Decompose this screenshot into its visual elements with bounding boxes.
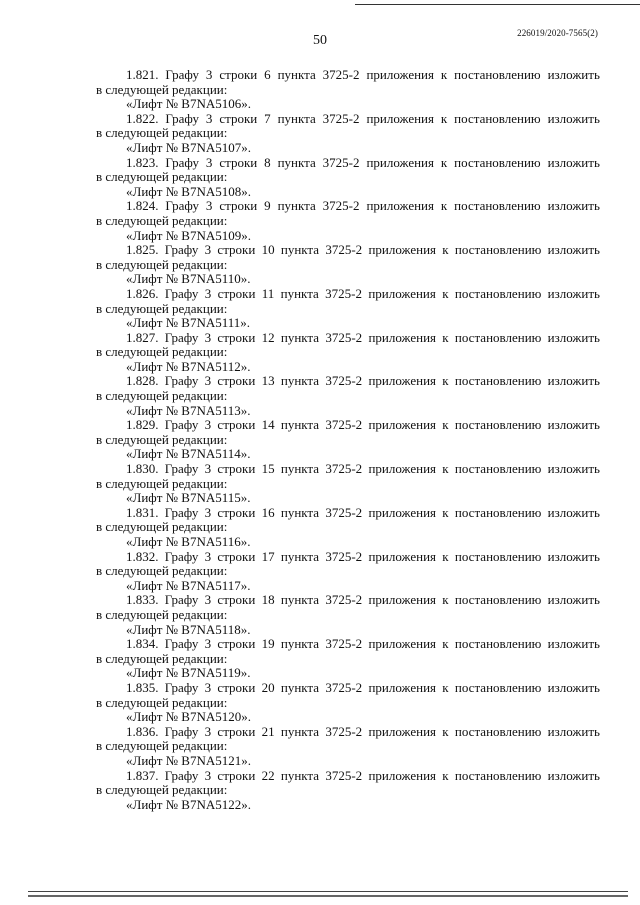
item-word: 3725-2 [322,198,360,214]
item-word: постановлению [454,198,541,214]
item-word: Графу [164,592,199,608]
item-word: постановлению [454,723,542,739]
item-number: 1.829. [126,417,159,433]
item-continuation: в следующей редакции: [96,169,228,185]
item-word: 3725-2 [325,723,363,739]
item-word: пункта [277,154,316,170]
item-word: строки [217,636,256,652]
item-word: изложить [547,767,600,783]
item-word: Графу [164,285,199,301]
item-number: 1.823. [126,154,159,170]
item-word: 15 [261,461,275,477]
item-word: постановлению [454,154,541,170]
item-continuation: в следующей редакции: [96,563,228,579]
item-word: приложения [366,154,434,170]
item-number: 1.832. [126,548,159,564]
amendment-first-line [96,418,600,433]
item-number: 1.830. [126,461,159,477]
item-word: к [442,504,449,520]
item-number: 1.822. [126,110,159,126]
item-word: постановлению [454,461,542,477]
amendment-item [96,418,600,462]
amendment-item [96,769,600,813]
item-new-text: «Лифт № B7NA5110». [126,271,251,287]
item-word: 20 [261,679,275,695]
item-number: 1.833. [126,592,159,608]
item-word: Графу [164,636,199,652]
item-word: пункта [280,285,319,301]
item-number: 1.836. [126,723,159,739]
item-new-text: «Лифт № B7NA5116». [126,534,251,549]
item-number: 1.834. [126,636,159,652]
item-word: пункта [277,198,316,214]
item-word: пункта [280,504,320,520]
item-word: Графу [164,723,199,739]
item-continuation: в следующей редакции: [96,300,228,316]
item-word: к [442,723,449,739]
item-word: 3 [204,548,212,564]
item-word: приложения [368,373,437,389]
bottom-rule-thick [28,895,628,897]
item-word: 6 [264,67,271,82]
item-word: 3 [205,198,213,214]
item-word: изложить [547,329,600,345]
item-word: 7 [264,110,271,126]
item-word: изложить [547,110,600,126]
amendment-item [96,725,600,769]
item-word: строки [219,67,258,82]
item-word: 10 [261,242,275,258]
item-new-text: «Лифт № B7NA5120». [126,709,251,725]
item-continuation: в следующей редакции: [96,475,228,491]
item-word: Графу [164,548,199,564]
item-word: 16 [261,504,275,520]
item-word: к [442,679,449,695]
item-word: пункта [280,548,320,564]
item-word: приложения [366,110,434,126]
item-word: изложить [547,67,600,82]
item-continuation: в следующей редакции: [96,694,228,710]
item-word: 3 [205,67,213,82]
amendment-item [96,681,600,725]
item-word: к [442,767,449,783]
item-word: постановлению [454,67,541,82]
item-word: к [442,329,449,345]
item-new-text: «Лифт № B7NA5107». [126,139,251,155]
amendment-item [96,374,600,418]
item-word: 3 [205,154,213,170]
item-number: 1.821. [126,67,159,82]
item-word: 3 [204,679,212,695]
item-word: постановлению [454,679,542,695]
amendment-item [96,112,600,156]
item-word: постановлению [454,504,542,520]
item-word: изложить [547,417,600,433]
item-word: 9 [264,198,271,214]
item-word: изложить [547,373,600,389]
item-word: постановлению [454,110,541,126]
item-word: постановлению [454,373,542,389]
amendment-item [96,637,600,681]
amendment-first-line [96,769,600,784]
amendment-item [96,462,600,506]
item-word: строки [219,198,258,214]
item-new-text: «Лифт № B7NA5111». [126,315,251,331]
item-continuation: в следующей редакции: [96,606,228,622]
item-word: 3 [205,110,213,126]
item-word: постановлению [454,329,542,345]
item-word: приложения [368,636,437,652]
item-word: пункта [280,373,320,389]
item-word: пункта [280,329,320,345]
document-code: 226019/2020-7565(2) [517,28,598,38]
item-word: приложения [368,767,437,783]
item-word: 3 [204,592,212,608]
item-new-text: «Лифт № B7NA5112». [126,358,251,374]
item-word: 3725-2 [322,110,360,126]
item-word: Графу [164,461,199,477]
item-continuation: в следующей редакции: [96,388,228,404]
bottom-rule [28,891,628,892]
item-new-text: «Лифт № B7NA5114». [126,446,251,462]
amendment-first-line [96,506,600,521]
item-word: приложения [368,504,437,520]
item-word: строки [217,767,256,783]
amendment-item [96,68,600,112]
item-word: 13 [261,373,275,389]
item-word: 3725-2 [322,154,360,170]
item-new-text: «Лифт № B7NA5106». [126,96,251,112]
item-word: 22 [261,767,275,783]
item-word: Графу [164,679,199,695]
item-word: пункта [277,110,316,126]
item-word: изложить [547,242,600,258]
item-number: 1.828. [126,373,159,389]
item-number: 1.825. [126,242,159,258]
item-word: пункта [280,767,320,783]
item-word: к [442,461,449,477]
item-continuation: в следующей редакции: [96,344,228,360]
item-word: Графу [164,242,199,258]
item-word: 17 [261,548,275,564]
item-word: к [442,242,449,258]
item-word: постановлению [454,592,542,608]
item-word: 3725-2 [325,417,363,433]
item-word: строки [217,242,256,258]
item-word: приложения [368,329,437,345]
amendment-list [96,68,600,812]
item-word: 3725-2 [325,548,363,564]
item-number: 1.837. [126,767,159,783]
item-continuation: в следующей редакции: [96,256,228,272]
item-word: пункта [280,679,320,695]
item-word: 3725-2 [325,285,362,301]
item-word: пункта [280,592,320,608]
item-word: приложения [368,242,437,258]
item-word: приложения [368,592,437,608]
item-word: 3 [204,417,212,433]
item-word: постановлению [454,285,542,301]
item-continuation: в следующей редакции: [96,431,228,447]
item-word: строки [217,504,256,520]
item-word: Графу [165,67,199,82]
top-rule [355,4,640,5]
amendment-first-line [96,112,600,127]
item-word: изложить [547,504,600,520]
item-word: 3 [204,636,212,652]
amendment-first-line [96,68,600,83]
item-word: 21 [261,723,275,739]
item-word: 3725-2 [325,242,363,258]
item-number: 1.827. [126,329,159,345]
item-word: строки [219,154,258,170]
item-word: 3 [204,329,212,345]
amendment-first-line [96,550,600,565]
item-word: 3725-2 [325,329,363,345]
item-word: строки [217,285,256,301]
item-word: изложить [547,723,600,739]
amendment-item [96,506,600,550]
item-continuation: в следующей редакции: [96,782,228,798]
item-word: 3725-2 [325,636,363,652]
item-word: к [442,373,449,389]
item-word: пункта [280,242,320,258]
item-word: постановлению [454,417,542,433]
item-continuation: в следующей редакции: [96,125,228,141]
amendment-first-line [96,243,600,258]
item-number: 1.835. [126,679,159,695]
item-word: изложить [547,154,600,170]
item-word: к [442,636,449,652]
item-word: к [440,198,448,214]
item-new-text: «Лифт № B7NA5108». [126,183,251,199]
item-word: приложения [368,679,437,695]
item-word: 19 [261,636,275,652]
item-word: 8 [264,154,271,170]
item-word: 3 [204,504,212,520]
item-new-text: «Лифт № B7NA5121». [126,752,251,768]
item-word: изложить [547,679,600,695]
item-word: 3 [204,285,212,301]
item-word: приложения [368,285,436,301]
item-word: постановлению [454,636,542,652]
item-word: изложить [547,461,600,477]
item-new-text: «Лифт № B7NA5117». [126,577,251,593]
item-word: пункта [277,67,316,82]
item-word: 3725-2 [325,679,363,695]
item-word: 3725-2 [322,67,360,82]
item-word: изложить [547,636,600,652]
item-word: 3725-2 [325,767,363,783]
item-new-text: «Лифт № B7NA5115». [126,490,251,506]
item-continuation: в следующей редакции: [96,519,228,535]
item-word: приложения [366,198,434,214]
item-word: 11 [261,285,275,301]
item-word: 3725-2 [325,504,363,520]
item-word: Графу [165,154,199,170]
item-word: Графу [165,110,199,126]
item-word: Графу [164,504,199,520]
page-number: 50 [313,33,327,48]
amendment-first-line [96,156,600,171]
item-word: Графу [164,417,199,433]
item-word: изложить [547,548,600,564]
item-word: строки [217,373,256,389]
item-word: приложения [366,67,434,82]
item-word: 3725-2 [325,373,363,389]
item-word: постановлению [454,242,542,258]
item-word: строки [217,329,256,345]
item-continuation: в следующей редакции: [96,212,228,228]
item-word: пункта [280,417,320,433]
amendment-item [96,550,600,594]
item-word: постановлению [454,767,542,783]
item-word: к [442,548,449,564]
item-word: приложения [368,723,437,739]
amendment-first-line [96,199,600,214]
item-word: приложения [368,461,437,477]
item-word: к [442,417,449,433]
item-continuation: в следующей редакции: [96,738,228,754]
item-new-text: «Лифт № B7NA5122». [126,796,251,812]
item-word: строки [217,548,256,564]
amendment-first-line [96,462,600,477]
amendment-first-line [96,331,600,346]
item-number: 1.824. [126,198,159,214]
item-word: к [440,67,448,82]
item-word: 3 [204,767,212,783]
item-word: 14 [261,417,275,433]
amendment-item [96,156,600,200]
amendment-first-line [96,593,600,608]
item-word: строки [217,679,256,695]
item-word: пункта [280,461,320,477]
item-word: строки [217,417,256,433]
item-new-text: «Лифт № B7NA5113». [126,402,251,418]
amendment-item [96,287,600,331]
item-word: к [442,285,449,301]
item-word: изложить [547,198,600,214]
amendment-item [96,243,600,287]
item-word: приложения [368,417,437,433]
amendment-first-line [96,725,600,740]
item-word: Графу [164,329,199,345]
item-word: 3 [204,461,212,477]
item-word: 3 [204,242,212,258]
item-number: 1.831. [126,504,159,520]
item-word: пункта [280,636,320,652]
item-new-text: «Лифт № B7NA5109». [126,227,251,243]
amendment-item [96,199,600,243]
item-word: изложить [547,592,600,608]
item-word: 3 [204,373,212,389]
amendment-item [96,331,600,375]
item-word: Графу [165,198,199,214]
amendment-first-line [96,374,600,389]
item-new-text: «Лифт № B7NA5119». [126,665,251,681]
amendment-first-line [96,637,600,652]
item-word: строки [219,110,258,126]
item-new-text: «Лифт № B7NA5118». [126,621,251,637]
amendment-item [96,593,600,637]
item-word: пункта [280,723,320,739]
item-word: 3725-2 [325,592,363,608]
item-word: 18 [261,592,275,608]
item-word: приложения [368,548,437,564]
amendment-first-line [96,287,600,302]
item-word: строки [217,461,256,477]
item-word: к [440,154,448,170]
item-number: 1.826. [126,285,159,301]
item-word: 3 [204,723,212,739]
item-word: к [440,110,448,126]
item-word: к [442,592,449,608]
item-continuation: в следующей редакции: [96,650,228,666]
amendment-first-line [96,681,600,696]
item-continuation: в следующей редакции: [96,81,228,97]
item-word: изложить [547,285,600,301]
item-word: 12 [261,329,275,345]
item-word: постановлению [454,548,542,564]
item-word: строки [217,592,256,608]
item-word: Графу [164,373,199,389]
item-word: строки [217,723,256,739]
item-word: Графу [164,767,199,783]
item-word: 3725-2 [325,461,363,477]
